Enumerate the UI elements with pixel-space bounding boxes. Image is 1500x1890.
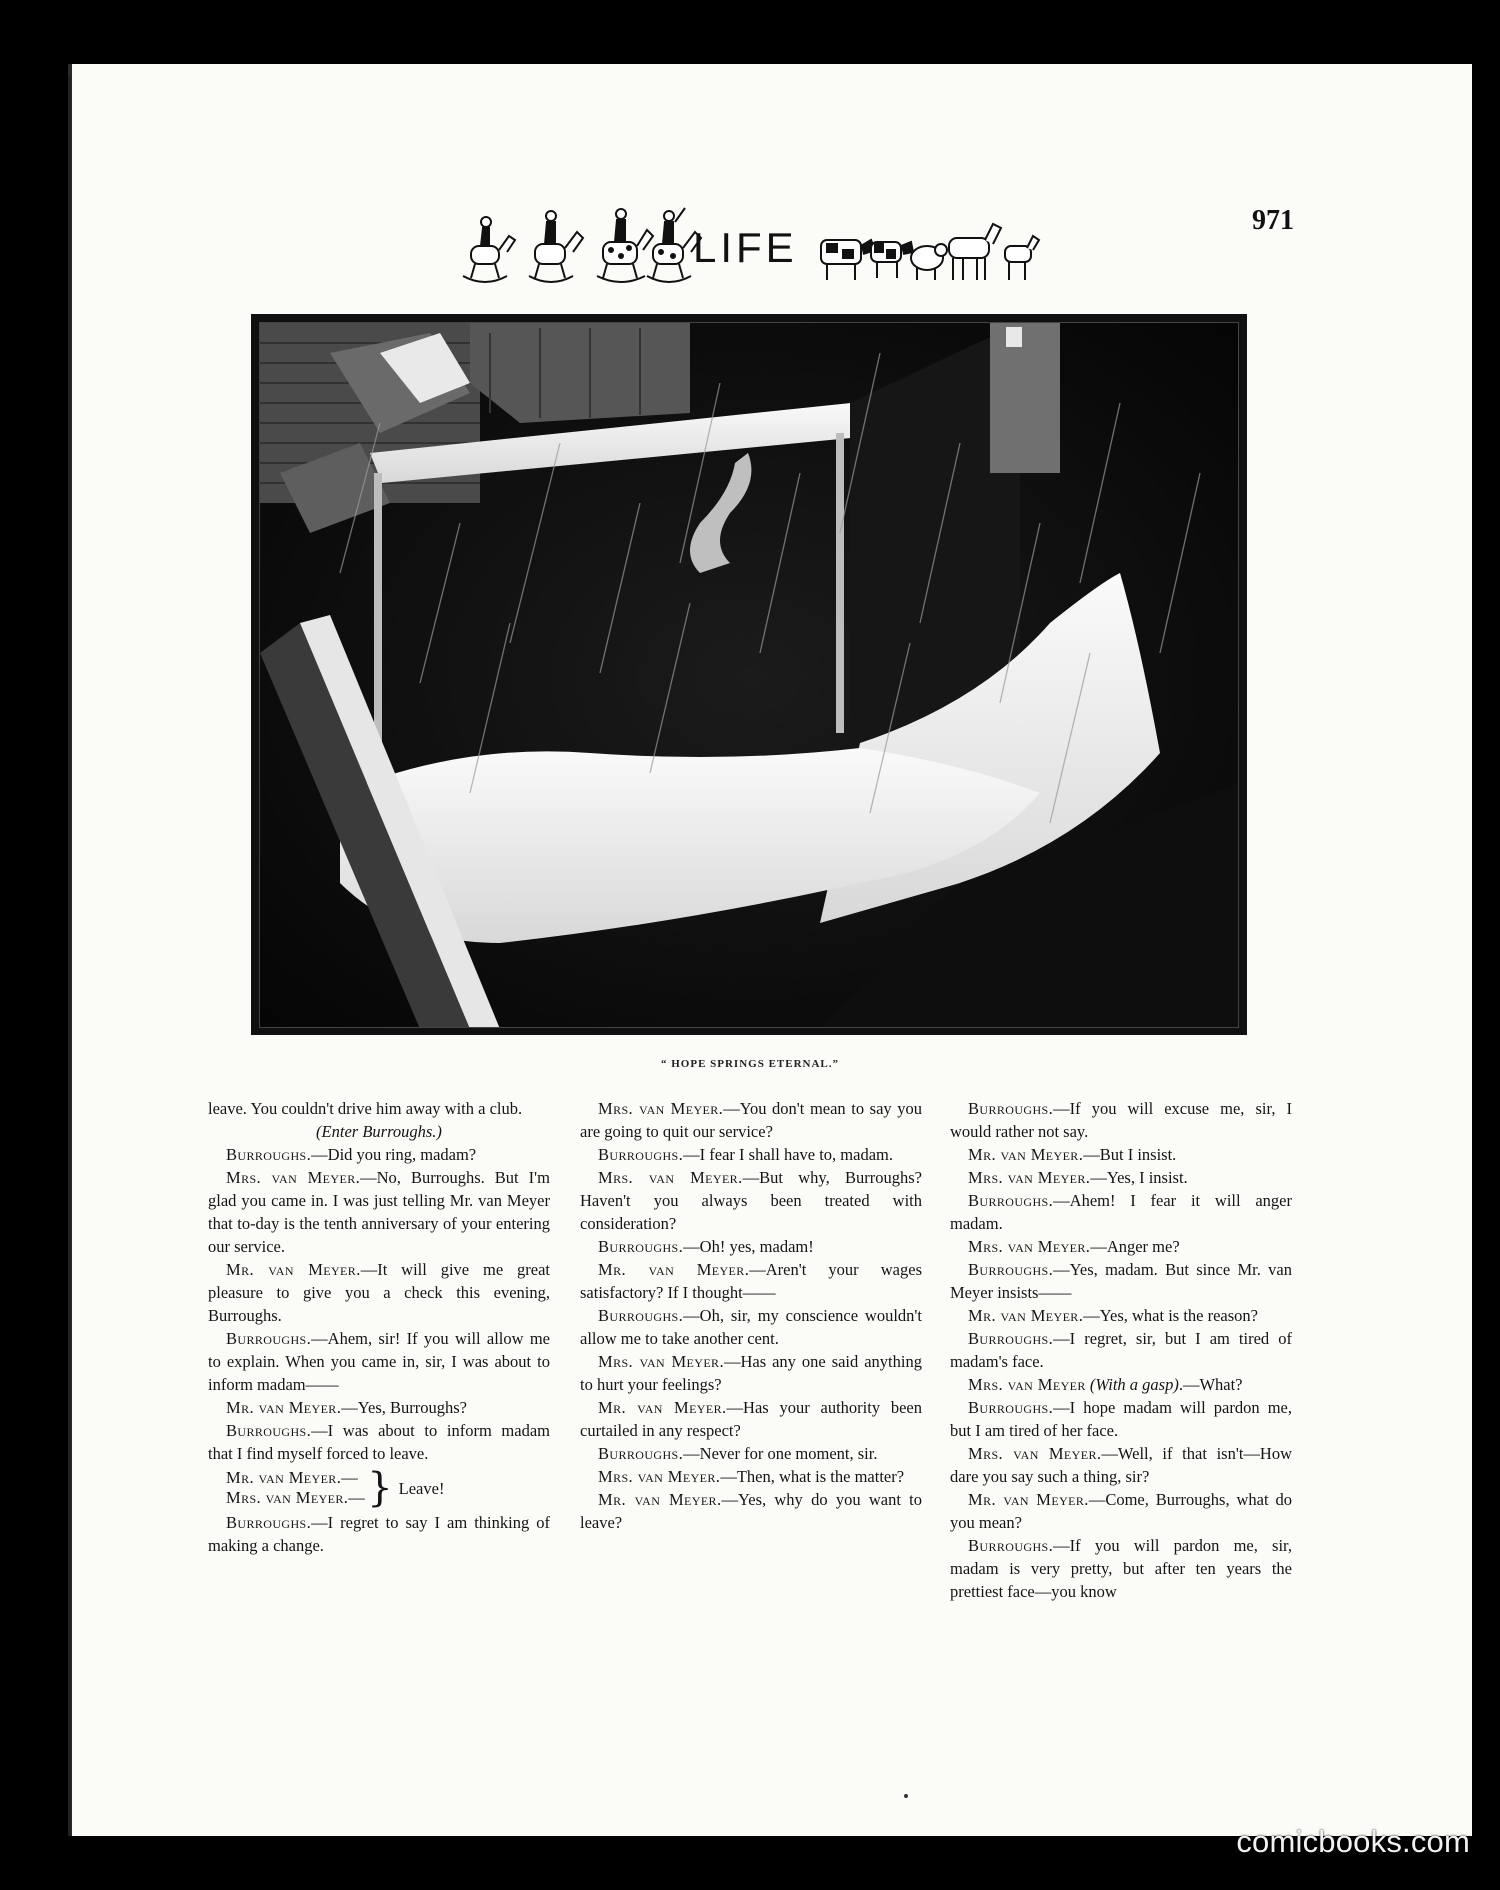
speech: —I hope madam will pardon me, but I am tired of her face.	[950, 1398, 1292, 1440]
speaker: Mr. van Meyer.	[598, 1490, 722, 1509]
speech: —I regret, sir, but I am tired of madam's face.	[950, 1329, 1292, 1371]
speech: Leave!	[398, 1478, 445, 1498]
speech: —I was about to inform madam that I find myself forced to leave.	[208, 1421, 550, 1463]
speech: —I regret to say I am thinking of making a change.	[208, 1513, 550, 1555]
speaker: Mrs. van Meyer.	[598, 1168, 743, 1187]
dialogue-line	[950, 1534, 1292, 1603]
page-gutter	[68, 76, 71, 1836]
speech: —If you will excuse me, sir, I would rather not say.	[950, 1099, 1292, 1141]
speech: —Anger me?	[1090, 1237, 1180, 1256]
speaker: Burroughs.	[968, 1329, 1054, 1348]
speaker: Mr. van Meyer.	[226, 1260, 361, 1279]
speaker: Burroughs.	[968, 1398, 1054, 1417]
text-column-1	[208, 1097, 550, 1557]
speaker: Mr. van Meyer.	[226, 1398, 342, 1417]
speech: —It will give me great pleasure to give you a check this evening, Burroughs.	[208, 1260, 550, 1325]
dialogue-line	[950, 1304, 1292, 1327]
speech: —Has your authority been curtailed in any respect?	[580, 1398, 923, 1440]
speech: —Has any one said anything to hurt your feelings?	[580, 1352, 922, 1394]
dialogue-line	[208, 1419, 550, 1465]
snowy-rooftop-scene-icon	[260, 323, 1239, 1028]
paragraph: leave. You couldn't drive him away with a club.	[208, 1099, 523, 1118]
dialogue-line	[580, 1235, 922, 1258]
speaker: Burroughs.	[598, 1444, 684, 1463]
speech: —Yes, madam. But since Mr. van Meyer insists——	[950, 1260, 1292, 1302]
speaker: Burroughs.	[968, 1099, 1054, 1118]
speaker: Mrs. van Meyer.	[968, 1444, 1102, 1463]
brace-speakers	[226, 1468, 365, 1508]
dialogue-line	[950, 1396, 1292, 1442]
dialogue-line	[208, 1396, 550, 1419]
dialogue-line	[950, 1143, 1292, 1166]
speaker: Burroughs.	[968, 1260, 1054, 1279]
speaker: Mrs. van Meyer.	[598, 1352, 724, 1371]
speech: —Ahem, sir! If you will allow me to explain. When you came in, sir, I was about to inform madam——	[208, 1329, 550, 1394]
speaker: Mrs. van Meyer.—	[226, 1488, 366, 1507]
speech: —Oh! yes, madam!	[683, 1237, 814, 1256]
speech: —Come, Burroughs, what do you mean?	[950, 1490, 1292, 1532]
dialogue-line	[208, 1511, 550, 1557]
brace-dialogue	[226, 1465, 550, 1511]
dialogue-line	[580, 1488, 922, 1534]
text-column-3	[950, 1097, 1292, 1603]
speaker: Burroughs.	[226, 1145, 312, 1164]
speaker: Mr. van Meyer.	[968, 1145, 1084, 1164]
speech: —Ahem! I fear it will anger madam.	[950, 1191, 1292, 1233]
speech: —Aren't your wages satisfactory? If I thought——	[580, 1260, 922, 1302]
illustration-caption: “ HOPE SPRINGS ETERNAL.”	[660, 1058, 840, 1070]
snow-scene-illustration	[259, 322, 1239, 1028]
page-dot	[904, 1794, 908, 1798]
speaker: Burroughs.	[598, 1145, 684, 1164]
speech: .—What?	[1178, 1375, 1243, 1394]
brace-icon: }	[367, 1465, 393, 1511]
speaker: Mr. van Meyer.	[598, 1398, 727, 1417]
scan-right-edge	[1472, 64, 1500, 1836]
speaker: Burroughs.	[968, 1536, 1054, 1555]
speaker: Mr. van Meyer.	[968, 1490, 1089, 1509]
speaker: Mrs. van Meyer.	[226, 1168, 361, 1187]
watermark: comicbooks.com	[1236, 1824, 1470, 1859]
speech: —Yes, Burroughs?	[341, 1398, 467, 1417]
page-number: 971	[1252, 205, 1294, 236]
speaker: Mrs. van Meyer.	[968, 1168, 1091, 1187]
dialogue-line	[208, 1327, 550, 1396]
speaker: Burroughs.	[598, 1306, 684, 1325]
masthead	[455, 206, 1047, 294]
speaker: Mrs. van Meyer.	[598, 1099, 724, 1118]
speech: —Yes, I insist.	[1090, 1168, 1188, 1187]
speech: —Did you ring, madam?	[311, 1145, 477, 1164]
speech: —Then, what is the matter?	[720, 1467, 905, 1486]
speech: —Never for one moment, sir.	[683, 1444, 878, 1463]
dialogue-line	[950, 1235, 1292, 1258]
speaker: Burroughs.	[968, 1191, 1054, 1210]
dialogue-line	[580, 1143, 922, 1166]
speech: —No, Burroughs. But I'm glad you came in. I was just telling Mr. van Meyer that to-day is the tenth anniversary of your entering our service.	[208, 1168, 550, 1256]
speech: —Well, if that isn't—How dare you say such a thing, sir?	[950, 1444, 1292, 1486]
dialogue-line	[208, 1166, 550, 1258]
dialogue-line	[950, 1373, 1292, 1396]
dialogue-line	[950, 1327, 1292, 1373]
speaker: Burroughs.	[598, 1237, 684, 1256]
aside: (With a gasp)	[1089, 1375, 1179, 1394]
stage-direction: (Enter Burroughs.)	[316, 1122, 442, 1141]
speech: —You don't mean to say you are going to quit our service?	[580, 1099, 922, 1141]
speaker: Mr. van Meyer.—	[226, 1468, 359, 1487]
dialogue-line	[208, 1258, 550, 1327]
text-column-2	[580, 1097, 922, 1534]
speech: —But why, Burroughs? Haven't you always been treated with consideration?	[580, 1168, 922, 1233]
dialogue-line	[580, 1465, 922, 1488]
dialogue-line	[950, 1258, 1292, 1304]
dialogue-line	[950, 1488, 1292, 1534]
dialogue-line	[580, 1258, 922, 1304]
speaker: Burroughs.	[226, 1329, 312, 1348]
dialogue-line	[580, 1442, 922, 1465]
speaker: Mrs. van Meyer.	[598, 1467, 721, 1486]
speech: —I fear I shall have to, madam.	[683, 1145, 893, 1164]
speaker: Burroughs.	[226, 1421, 312, 1440]
dialogue-line	[580, 1350, 922, 1396]
speaker: Mrs. van Meyer	[968, 1375, 1086, 1394]
magazine-title: LIFE	[693, 224, 798, 271]
speech: —Oh, sir, my conscience wouldn't allow me to take another cent.	[580, 1306, 922, 1348]
speech: —Yes, what is the reason?	[1083, 1306, 1258, 1325]
speech: —Yes, why do you want to leave?	[580, 1490, 922, 1532]
dialogue-line	[580, 1097, 922, 1143]
dialogue-line	[950, 1442, 1292, 1488]
illustration-frame	[251, 314, 1247, 1035]
speaker: Mr. van Meyer.	[968, 1306, 1084, 1325]
dialogue-line	[580, 1396, 922, 1442]
dialogue-line	[580, 1166, 922, 1235]
speaker: Mr. van Meyer.	[598, 1260, 750, 1279]
dialogue-line	[950, 1166, 1292, 1189]
speech: —But I insist.	[1083, 1145, 1177, 1164]
dialogue-line	[950, 1189, 1292, 1235]
speaker: Burroughs.	[226, 1513, 312, 1532]
dialogue-line	[208, 1143, 550, 1166]
dialogue-line	[580, 1304, 922, 1350]
dialogue-line	[950, 1097, 1292, 1143]
speaker: Mrs. van Meyer.	[968, 1237, 1091, 1256]
speech: —If you will pardon me, sir, madam is very pretty, but after ten years the prettiest face—you know	[950, 1536, 1292, 1601]
